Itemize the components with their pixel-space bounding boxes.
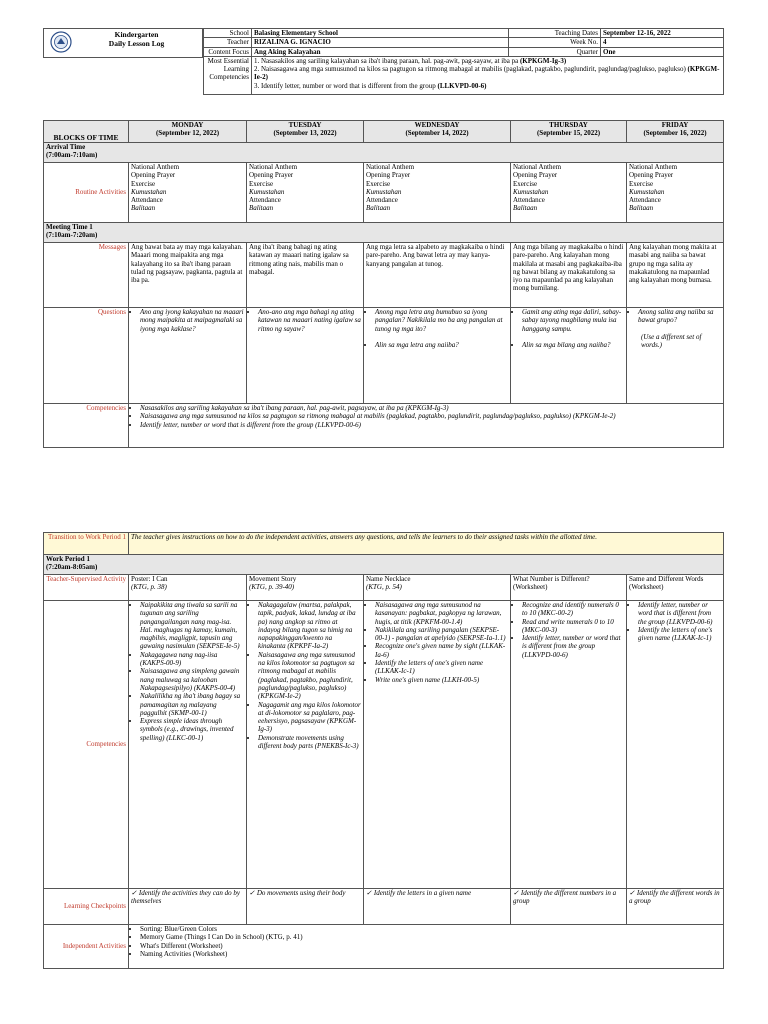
- day-header-thursday: THURSDAY (September 15, 2022): [511, 121, 627, 143]
- independent-item: • Sorting: Blue/Green Colors: [140, 925, 721, 933]
- checkpoint-friday: ✓ Identify the different words in a group: [627, 889, 724, 925]
- schedule-table-part-2: [43, 532, 724, 969]
- mel-list: [252, 56, 724, 94]
- teaching-dates-label: Teaching Dates: [509, 29, 601, 38]
- friday-note: (Use a different set of words.): [641, 332, 702, 349]
- activity-monday: Poster: I Can (KTG, p. 38): [129, 575, 247, 601]
- teacher-supervised-label: Teacher-Supervised Activity: [44, 575, 129, 601]
- message-tuesday: Ang iba't ibang bahagi ng ating katawan ay maaari nating igalaw sa ritmong ating nais, mabilis man o mabagal.: [247, 243, 364, 308]
- competency-item: • Nakikilala ang sariling pangalan (SEKPSE-00-1) - pangalan at apelyido (SEKPSE-Ia-1.1): [375, 626, 508, 643]
- quarter-value: One: [601, 47, 724, 56]
- competency-item: • Identify the letters of one's given name (LLKAK-Ic-1): [375, 659, 508, 676]
- competency-item: • Read and write numerals 0 to 10 (MKC-00-3): [522, 618, 624, 635]
- message-thursday: Ang mga bilang ay magkakaiba o hindi pare-pareho. Ang kalayahan mong makilala at masabi ang pagkakaiba-iba ng bawat bilang ay makakatulong sa iyo na mapaunlad pa ang kalayahan mong bumilang.: [511, 243, 627, 308]
- school-value: Balasing Elementary School: [252, 29, 509, 38]
- question-item: • Gamit ang ating mga daliri, sabay-sabay tayong magbilang mula isa hanggang sampu.: [522, 308, 624, 333]
- transition-label: Transition to Work Period 1: [44, 533, 129, 555]
- competency-item: • Nakagagalaw (martsa, palakpak, tapik, padyak, lakad, lundag at iba pa) nang angkop sa ritmo at indayog bilang tugon sa himig na napapakinggan/kwento na kinakanta (KPKPF-Ia-2): [258, 601, 361, 651]
- questions-tuesday: [247, 308, 364, 404]
- work-competencies-label: Competencies: [44, 601, 129, 889]
- activity-thursday: What Number is Different? (Worksheet): [511, 575, 627, 601]
- competency-item: • Demonstrate movements using different body parts (PNEKBS-Ic-3): [258, 734, 361, 751]
- competency-item: • Identify letter, number or word that is different from the group (LLKVPD-00-6): [140, 421, 721, 429]
- routine-list-wednesday: National Anthem Opening Prayer Exercise Kumustahan Attendance Balitaan: [364, 163, 511, 223]
- competency-item: • Write one's given name (LLKH-00-5): [375, 676, 508, 684]
- school-label: School: [204, 29, 252, 38]
- work-competencies-monday: [129, 601, 247, 889]
- questions-thursday: [511, 308, 627, 404]
- mel-item: 3. Identify letter, number or word that is different from the group (LLKVPD-00-6): [254, 81, 487, 90]
- competency-item: • Nagagamit ang mga kilos lokomotor at di-lokomotor sa paglalaro, pag-eehersisyo, pagsasayaw (KPKGM-Ig-3): [258, 701, 361, 734]
- questions-friday: [627, 308, 724, 404]
- header-info-table: [203, 28, 724, 95]
- questions-label: Questions: [44, 308, 129, 404]
- question-item: • Ano ang iyong kakayahan na maaari mong maipakita at maipagmalaki sa iyong mga kaklase?: [140, 308, 244, 333]
- competency-item: • Recognize and identify numerals 0 to 10 (MKC-00-2): [522, 601, 624, 618]
- message-friday: Ang kalayahan mong makita at masabi ang naiiba sa bawat grupo ng mga salita ay makakatulong na mapaunlad ang kalayahan mong bumasa.: [627, 243, 724, 308]
- competency-item: • Naisasagawa ang mga sumusunod na kilos sa pagtugon sa ritmong mabagal at mabilis (paglakad, pagtakbo, paglundirit, paglundag/paglukso, paglukso) (KPKGM-Ie-2): [140, 412, 721, 420]
- work-competencies-tuesday: [247, 601, 364, 889]
- questions-monday: [129, 308, 247, 404]
- checkpoint-wednesday: ✓ Identify the letters in a given name: [364, 889, 511, 925]
- meeting-time-row: Meeting Time 1 (7:10am-7:20am): [44, 223, 724, 243]
- routine-list-thursday: National Anthem Opening Prayer Exercise Kumustahan Attendance Balitaan: [511, 163, 627, 223]
- mel-label: Most Essential Learning Competencies: [204, 56, 252, 94]
- question-item: • Ano-ano ang mga bahagi ng ating katawan na maaari nating igalaw sa ritmo ng sayaw?: [258, 308, 361, 333]
- competency-item: • Nakagagawa nang nag-iisa (KAKPS-00-9): [140, 651, 244, 668]
- meeting-competencies-list: [129, 404, 724, 448]
- schedule-table-part-1: [43, 120, 724, 448]
- competency-item: • Naisasagawa ang mga sumusunod na kasanayan: pagbakat, pagkopya ng larawan, hugis, at titik (KPKFM-00-1.4): [375, 601, 508, 626]
- content-focus-value: Ang Aking Kalayahan: [252, 47, 509, 56]
- independent-activities-label: Independent Activities: [44, 925, 129, 969]
- log-title: Daily Lesson Log: [108, 39, 165, 48]
- work-competencies-thursday: [511, 601, 627, 889]
- day-header-monday: MONDAY (September 12, 2022): [129, 121, 247, 143]
- question-item: • Anong mga letra ang bumubuo sa iyong pangalan? Nakikilala mo ba ang pangalan at tunog ng mga ito?: [375, 308, 508, 333]
- independent-activities-list: [129, 925, 724, 969]
- mel-item: 1. Nasasakilos ang sariling kalayahan sa iba't ibang paraan, hal. pag-awit, pag-sayaw, at iba pa (KPKGM-Ig-3): [254, 56, 567, 65]
- competency-item: • Identify letter, number or word that is different from the group (LLKVPD-00-6): [522, 634, 624, 659]
- question-item: • Anong salita ang naiiba sa bawat grupo?: [638, 308, 721, 325]
- routine-list-friday: National Anthem Opening Prayer Exercise Kumustahan Attendance Balitaan: [627, 163, 724, 223]
- competency-item: • Express simple ideas through symbols (e.g., drawings, invented spelling) (LLKC-00-1): [140, 717, 244, 742]
- routine-list-monday: National Anthem Opening Prayer Exercise Kumustahan Attendance Balitaan: [129, 163, 247, 223]
- arrival-time-row: Arrival Time (7:00am-7:10am): [44, 143, 724, 163]
- question-item: • Alin sa mga bilang ang naiiba?: [522, 341, 624, 349]
- competency-item: • Identify the letters of one's given name (LLKAK-Ic-1): [638, 626, 721, 643]
- transition-text: The teacher gives instructions on how to do the independent activities, answers any questions, and tells the learners to do their assigned tasks within the allotted time.: [129, 533, 724, 555]
- teaching-dates-value: September 12-16, 2022: [601, 29, 724, 38]
- quarter-label: Quarter: [509, 47, 601, 56]
- routine-activities-label: Routine Activities: [44, 163, 129, 223]
- competency-item: • Identify letter, number or word that is different from the group (LLKVPD-00-6): [638, 601, 721, 626]
- questions-wednesday: [364, 308, 511, 404]
- activity-wednesday: Name Necklace (KTG, p. 54): [364, 575, 511, 601]
- checkpoints-label: Learning Checkpoints: [44, 889, 129, 925]
- day-header-wednesday: WEDNESDAY (September 14, 2022): [364, 121, 511, 143]
- competency-item: • Naisasagawa ang simpleng gawain nang maluwag sa kalooban Nakapagsesipilyo) (KAKPS-00-4): [140, 667, 244, 692]
- content-focus-label: Content Focus: [204, 47, 252, 56]
- competency-item: • Naipakikita ang tiwala sa sarili na tugunan ang sariling pangangailangan nang mag-isa. Hal. maghugas ng kamay, kumain, magbihis, magligpit, tapusin ang gawaing nasimulan (SEKPSE-Ie-5): [140, 601, 244, 651]
- message-monday: Ang bawat bata ay may mga kalayahan. Maaari mong maipakita ang mga kalayahang ito sa iba't ibang paraan tulad ng pagsayaw, pagkanta, pagtula at iba pa.: [129, 243, 247, 308]
- grade-label: Kindergarten: [114, 30, 159, 39]
- activity-friday: Same and Different Words (Worksheet): [627, 575, 724, 601]
- checkpoint-thursday: ✓ Identify the different numbers in a group: [511, 889, 627, 925]
- meeting-competencies-label: Competencies: [44, 404, 129, 448]
- teacher-value: RIZALINA G. IGNACIO: [252, 38, 509, 47]
- independent-item: • Naming Activities (Worksheet): [140, 950, 721, 958]
- work-competencies-friday: [627, 601, 724, 889]
- checkpoint-tuesday: ✓ Do movements using their body: [247, 889, 364, 925]
- message-wednesday: Ang mga letra sa alpabeto ay magkakaiba o hindi pare-pareho. Ang bawat letra ay may kanya-kanyang pangalan at tunog.: [364, 243, 511, 308]
- messages-label: Messages: [44, 243, 129, 308]
- competency-item: • Naisasagawa ang mga sumusunod na kilos lokomotor sa pagtugon sa ritmong mabagal at mabilis (paglakad, pagtakbo, paglundirit, paglundag/paglukso, paglukso) (KPKGM-Ie-2): [258, 651, 361, 701]
- competency-item: • Nasasakilos ang sariling kakayahan sa iba't ibang paraan, hal. pag-awit, pagsayaw, at iba pa (KPKGM-Ig-3): [140, 404, 721, 412]
- day-header-tuesday: TUESDAY (September 13, 2022): [247, 121, 364, 143]
- routine-list-tuesday: National Anthem Opening Prayer Exercise Kumustahan Attendance Balitaan: [247, 163, 364, 223]
- independent-item: • What's Different (Worksheet): [140, 942, 721, 950]
- teacher-label: Teacher: [204, 38, 252, 47]
- competency-item: • Nakalilikha ng iba't ibang bagay sa pamamagitan ng malayang paggulhit (SKMP-00-1): [140, 692, 244, 717]
- independent-item: • Memory Game (Things I Can Do in School) (KTG, p. 41): [140, 933, 721, 941]
- checkpoint-monday: ✓ Identify the activities they can do by themselves: [129, 889, 247, 925]
- activity-tuesday: Movement Story (KTG, p. 39-40): [247, 575, 364, 601]
- lesson-log-title: [74, 30, 199, 48]
- week-value: 4: [601, 38, 724, 47]
- mel-item: 2. Naisasagawa ang mga sumusunod na kilos sa pagtugon sa ritmong mabagal at mabilis (paglakad, pagtakbo, paglundirit, paglundag/paglukso, paglukso) (KPKGM-Ie-2): [254, 65, 720, 82]
- blocks-of-time-header: BLOCKS OF TIME: [44, 121, 129, 143]
- work-period-row: Work Period 1 (7:20am-8:05am): [44, 555, 724, 575]
- week-label: Week No.: [509, 38, 601, 47]
- question-item: • Alin sa mga letra ang naiiba?: [375, 341, 508, 349]
- deped-seal-icon: [50, 31, 72, 53]
- work-competencies-wednesday: [364, 601, 511, 889]
- competency-item: • Recognize one's given name by sight (LLKAK-Ia-6): [375, 642, 508, 659]
- day-header-friday: FRIDAY (September 16, 2022): [627, 121, 724, 143]
